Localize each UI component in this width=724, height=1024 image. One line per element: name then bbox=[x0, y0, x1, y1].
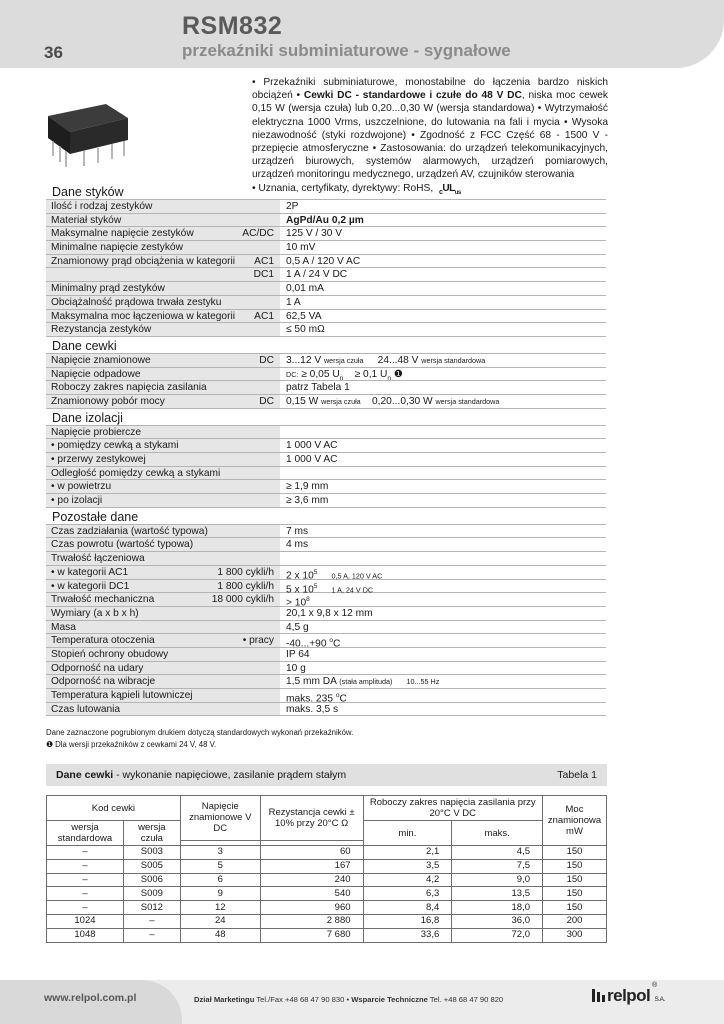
spec-table bbox=[46, 183, 606, 716]
other-row: Czas zadziałania (wartość typowa) 7 ms bbox=[46, 525, 606, 539]
other-row: • w kategorii DC1 1 800 cykli/h 5 x $10^5$ 1 A, 24 V DC bbox=[46, 580, 606, 594]
intro-bold: Cewki DC - standardowe i czułe do 48 V DC bbox=[303, 90, 522, 102]
table-cell: 8,4 bbox=[363, 901, 452, 915]
other-row: Masa 4,5 g bbox=[46, 621, 606, 635]
insulation-row: • pomiędzy cewką a stykami 1 000 V AC bbox=[46, 439, 606, 453]
table-cell: 150 bbox=[543, 846, 607, 860]
other-row: • w kategorii AC1 1 800 cykli/h 2 x $10^5$ 0,5 A, 120 V AC bbox=[46, 566, 606, 580]
insulation-row: Napięcie probiercze bbox=[46, 426, 606, 440]
insulation-row: Odległość pomiędzy cewką a stykami bbox=[46, 467, 606, 481]
table-cell: 33,6 bbox=[363, 928, 452, 942]
table-cell: 6 bbox=[180, 873, 260, 887]
table-cell: 36,0 bbox=[452, 914, 543, 928]
table-row bbox=[47, 901, 607, 915]
table-cell: S003 bbox=[123, 846, 180, 860]
table-cell: 960 bbox=[260, 901, 363, 915]
intro-text bbox=[252, 76, 608, 200]
coil-row-release-voltage: Napięcie odpadowe DC: ≥ 0,05 $U_n$ ≥ 0,1 $U_n$ ❶ bbox=[46, 368, 606, 382]
th-min: min. bbox=[363, 821, 452, 846]
coil-row-operating-range: Roboczy zakres napięcia zasilania patrz Tabela 1 bbox=[46, 381, 606, 395]
insulation-rows bbox=[46, 426, 606, 508]
table-cell: – bbox=[123, 928, 180, 942]
table-cell: 16,8 bbox=[363, 914, 452, 928]
contact-row: Minimalne napięcie zestyków 10 mV bbox=[46, 241, 606, 255]
insulation-row: • przerwy zestykowej 1 000 V AC bbox=[46, 453, 606, 467]
contact-row: Znamionowy prąd obciążenia w kategorii AC1 0,5 A / 120 V AC bbox=[46, 255, 606, 269]
contact-row: Maksymalna moc łączeniowa w kategorii AC1 62,5 VA bbox=[46, 310, 606, 324]
contact-row: Ilość i rodzaj zestyków 2P bbox=[46, 200, 606, 214]
table1-title-bar bbox=[46, 764, 607, 786]
contact-row: DC1 1 A / 24 V DC bbox=[46, 268, 606, 282]
table-cell: 9,0 bbox=[452, 873, 543, 887]
relpol-logo-mark-icon bbox=[592, 989, 605, 1002]
contact-row: Maksymalne napięcie zestyków AC/DC 125 V / 30 V bbox=[46, 227, 606, 241]
footer-contact: Dział Marketingu Tel./Fax +48 68 47 90 830 • Wsparcie Techniczne Tel. +48 68 47 90 820 bbox=[194, 995, 504, 1004]
table-cell: 3 bbox=[180, 846, 260, 860]
table-cell: 150 bbox=[543, 887, 607, 901]
table-cell: 2,1 bbox=[363, 846, 452, 860]
contact-row: Rezystancja zestyków ≤ 50 mΩ bbox=[46, 323, 606, 337]
other-row: Czas powrotu (wartość typowa) 4 ms bbox=[46, 538, 606, 552]
table-row bbox=[47, 846, 607, 860]
model-title: RSM832 bbox=[182, 12, 283, 40]
relay-image bbox=[44, 96, 130, 172]
website-link[interactable]: www.relpol.com.pl bbox=[44, 992, 137, 1004]
table-cell: – bbox=[47, 859, 124, 873]
section-other: Pozostałe dane bbox=[46, 508, 606, 525]
footnote-mark: ❶ bbox=[393, 368, 404, 380]
table-row bbox=[47, 928, 607, 942]
table-cell: S006 bbox=[123, 873, 180, 887]
table-cell: 72,0 bbox=[452, 928, 543, 942]
table-cell: – bbox=[47, 846, 124, 860]
table-cell: 7,5 bbox=[452, 859, 543, 873]
footnotes bbox=[46, 727, 353, 750]
other-row: Temperatura otoczenia • pracy -40...+90 $^o$C bbox=[46, 634, 606, 648]
table1-title-bold: Dane cewki bbox=[56, 769, 114, 781]
contact-row: Obciążalność prądowa trwała zestyku 1 A bbox=[46, 296, 606, 310]
th-coil-code: Kod cewki bbox=[47, 796, 181, 821]
coil-table-body bbox=[47, 846, 607, 943]
table-cell: 4,2 bbox=[363, 873, 452, 887]
th-resistance: Rezystancja cewki ± 10% przy 20°C Ω bbox=[260, 796, 363, 841]
table-cell: 167 bbox=[260, 859, 363, 873]
coil-data-table bbox=[46, 795, 607, 943]
th-rated-voltage: Napięcie znamionowe V DC bbox=[180, 796, 260, 841]
table-cell: S005 bbox=[123, 859, 180, 873]
table-cell: 1024 bbox=[47, 914, 124, 928]
table-row bbox=[47, 887, 607, 901]
table-cell: 9 bbox=[180, 887, 260, 901]
table1-title-rest: - wykonanie napięciowe, zasilanie prądem stałym bbox=[113, 769, 347, 781]
table-cell: 240 bbox=[260, 873, 363, 887]
other-row: Odporność na udary 10 g bbox=[46, 662, 606, 676]
th-max: maks. bbox=[452, 821, 543, 846]
note-bold-print: Dane zaznaczone pogrubionym drukiem dotyczą standardowych wykonań przekaźników. bbox=[46, 728, 354, 737]
table-cell: 7 680 bbox=[260, 928, 363, 942]
table-cell: 540 bbox=[260, 887, 363, 901]
table-cell: 1048 bbox=[47, 928, 124, 942]
table-cell: 300 bbox=[543, 928, 607, 942]
page-subtitle: przekaźniki subminiaturowe - sygnałowe bbox=[182, 41, 511, 60]
table-cell: 18,0 bbox=[452, 901, 543, 915]
table-cell: 4,5 bbox=[452, 846, 543, 860]
contact-row: Materiał styków AgPd/Au 0,2 µm bbox=[46, 214, 606, 228]
table-cell: – bbox=[47, 901, 124, 915]
contact-row: Minimalny prąd zestyków 0,01 mA bbox=[46, 282, 606, 296]
other-row: Stopień ochrony obudowy IP 64 bbox=[46, 648, 606, 662]
table-cell: 12 bbox=[180, 901, 260, 915]
intro-part-1: • Przekaźniki subminiaturowe, monostabilne do łączenia bardzo niskich obciążeń • bbox=[252, 77, 608, 102]
note-versions: ❶ Dla wersji przekaźników z cewkami 24 V, 48 V. bbox=[46, 739, 217, 749]
coil-row-power: Znamionowy pobór mocy DC 0,15 W wersja czuła 0,20...0,30 W wersja standardowa bbox=[46, 395, 606, 409]
other-row: Odporność na wibracje 1,5 mm DA (stała amplituda) 10...55 Hz bbox=[46, 675, 606, 689]
contacts-rows bbox=[46, 200, 606, 337]
table-cell: 150 bbox=[543, 859, 607, 873]
table-cell: 2 880 bbox=[260, 914, 363, 928]
insulation-row: • w powietrzu ≥ 1,9 mm bbox=[46, 480, 606, 494]
table-cell: 13,5 bbox=[452, 887, 543, 901]
table-row bbox=[47, 914, 607, 928]
intro-part-3: • Uznania, certyfikaty, dyrektywy: RoHS, bbox=[252, 182, 434, 194]
table-cell: 5 bbox=[180, 859, 260, 873]
other-row: Czas lutowania maks. 3,5 s bbox=[46, 703, 606, 717]
section-coil: Dane cewki bbox=[46, 337, 606, 354]
table-cell: 48 bbox=[180, 928, 260, 942]
th-standard-version: wersja standardowa bbox=[47, 821, 124, 846]
relpol-logo: relpol S.A. ® bbox=[592, 986, 665, 1006]
table-cell: – bbox=[47, 873, 124, 887]
other-row: Wymiary (a x b x h) 20,1 x 9,8 x 12 mm bbox=[46, 607, 606, 621]
table-cell: S009 bbox=[123, 887, 180, 901]
table-cell: S012 bbox=[123, 901, 180, 915]
intro-part-2: , niska moc cewek 0,15 W (wersja czuła) lub 0,20...0,30 W (wersja standardowa) • Wytrzymałość elektryczna 1000 Vrms, uszczelnione, do lutowania na fali i mycia • Wysoka niezawodność (styki rozdwojone) • Zgodność z FCC Część 68 - 1500 V - przepięcie atmosferyczne • Zastosowania: do urządzeń telekomunikacyjnych, urządzeń biurowych, systemów alarmowych, urządzeń pomiarowych, urządzeń monitoringu medycznego, urządzeń AV, czujników sterowania bbox=[252, 90, 608, 181]
other-row: Temperatura kąpieli lutowniczej maks. 235 $^o$C bbox=[46, 689, 606, 703]
table-cell: 150 bbox=[543, 873, 607, 887]
table-cell: 3,5 bbox=[363, 859, 452, 873]
page-number: 36 bbox=[44, 43, 63, 62]
th-operating-range: Roboczy zakres napięcia zasilania przy 20°C V DC bbox=[363, 796, 542, 821]
table-cell: 150 bbox=[543, 901, 607, 915]
table-row bbox=[47, 873, 607, 887]
table1-label: Tabela 1 bbox=[557, 769, 597, 781]
table-cell: 200 bbox=[543, 914, 607, 928]
table-cell: 24 bbox=[180, 914, 260, 928]
table-row bbox=[47, 859, 607, 873]
other-row: Trwałość mechaniczna 18 000 cykli/h > $10^8$ bbox=[46, 593, 606, 607]
insulation-row: • po izolacji ≥ 3,6 mm bbox=[46, 494, 606, 508]
table-cell: – bbox=[123, 914, 180, 928]
th-sensitive-version: wersja czuła bbox=[123, 821, 180, 846]
table-cell: – bbox=[47, 887, 124, 901]
coil-row-rated-voltage: Napięcie znamionowe DC 3...12 V wersja czuła 24...48 V wersja standardowa bbox=[46, 354, 606, 368]
section-insulation: Dane izolacji bbox=[46, 409, 606, 426]
table-cell: 60 bbox=[260, 846, 363, 860]
other-row: Trwałość łączeniowa bbox=[46, 552, 606, 566]
section-contacts: Dane styków bbox=[46, 183, 606, 200]
table-cell: 6,3 bbox=[363, 887, 452, 901]
th-rated-power: Moc znamionowa mW bbox=[543, 796, 607, 846]
ul-logo: $_cUL_{us}$ bbox=[439, 182, 461, 196]
